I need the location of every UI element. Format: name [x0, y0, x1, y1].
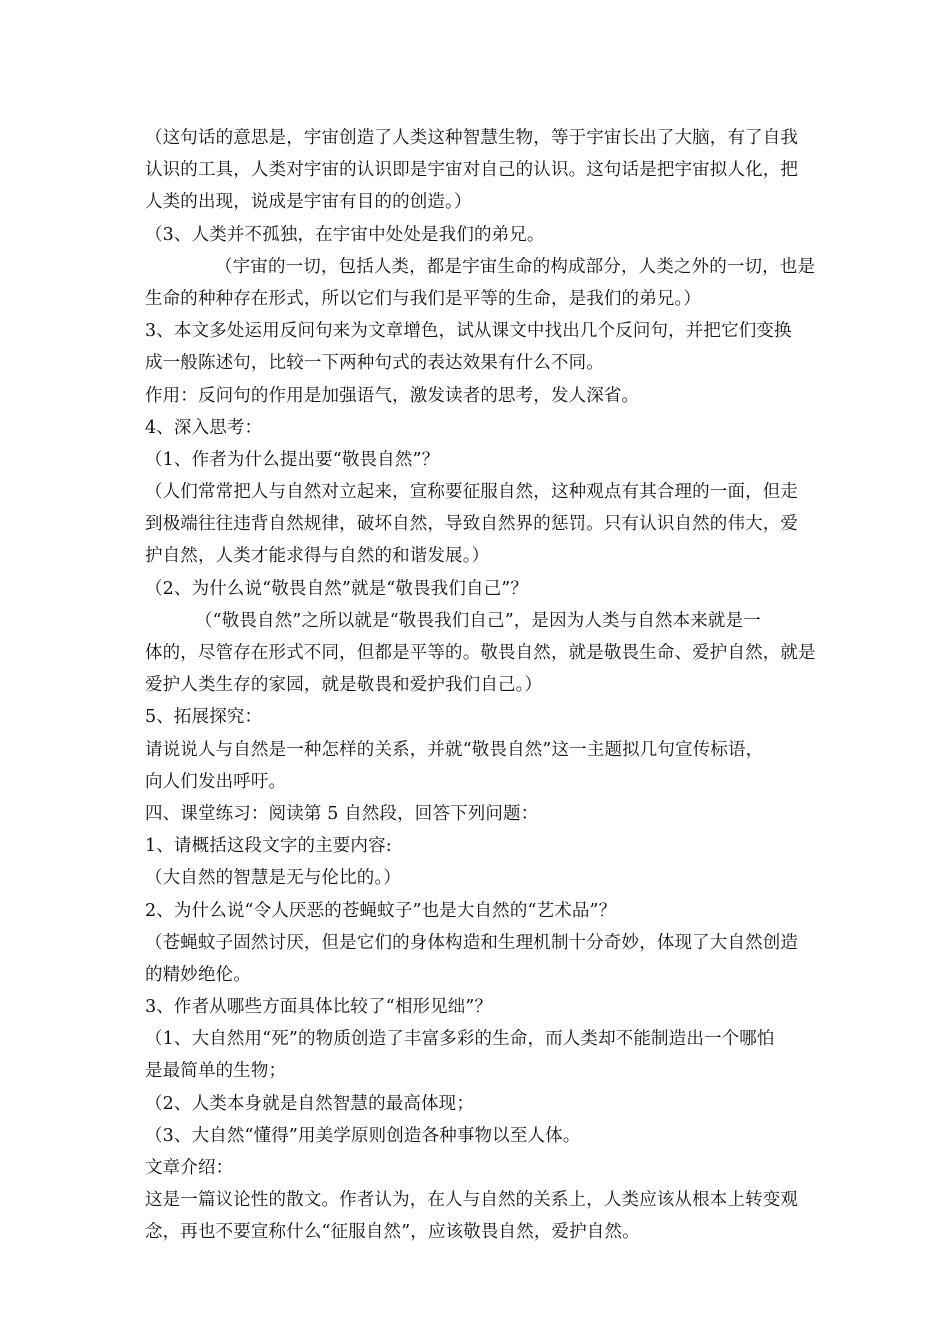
text-line: 念，再也不要宣称什么“征服自然”，应该敬畏自然，爱护自然。 — [145, 1222, 640, 1243]
text-line: 是最简单的生物； — [145, 1061, 287, 1082]
text-line: 人类的出现，说成是宇宙有目的的创造。） — [145, 192, 472, 213]
text-line: 1、请概括这段文字的主要内容: — [145, 836, 392, 857]
text-line: 向人们发出呼吁。 — [145, 771, 287, 792]
text-line: 成一般陈述句，比较一下两种句式的表达效果有什么不同。 — [145, 353, 604, 374]
text-line: 3、作者从哪些方面具体比较了“相形见绌”？ — [145, 997, 493, 1018]
text-line: （3、人类并不孤独，在宇宙中处处是我们的弟兄。 — [145, 224, 545, 245]
text-line: 的精妙绝伦。 — [145, 964, 251, 985]
text-line: （3、大自然“懂得”用美学原则创造各种事物以至人体。 — [145, 1125, 581, 1146]
text-line: （1、作者为什么提出要“敬畏自然”？ — [145, 449, 440, 470]
text-line: 护自然，人类才能求得与自然的和谐发展。） — [145, 546, 490, 567]
text-line: 到极端往往违背自然规律，破坏自然，导致自然界的惩罚。只有认识自然的伟大，爱 — [145, 514, 799, 535]
document-body — [145, 122, 815, 1249]
text-line: （宇宙的一切，包括人类，都是宇宙生命的构成部分，人类之外的一切，也是 — [215, 256, 816, 277]
text-line: （大自然的智慧是无与伦比的。） — [145, 868, 401, 889]
text-line: （人们常常把人与自然对立起来，宣称要征服自然，这种观点有其合理的一面，但走 — [145, 482, 799, 503]
text-line: 作用：反问句的作用是加强语气，激发读者的思考，发人深省。 — [145, 385, 640, 406]
text-line: 生命的种种存在形式，所以它们与我们是平等的生命，是我们的弟兄。） — [145, 288, 702, 309]
text-line: （苍蝇蚊子固然讨厌，但是它们的身体构造和生理机制十分奇妙，体现了大自然创造 — [145, 932, 799, 953]
text-line: 认识的工具，人类对宇宙的认识即是宇宙对自己的认识。这句话是把宇宙拟人化，把 — [145, 160, 799, 181]
text-line: 5、拓展探究： — [145, 707, 263, 728]
text-line: （2、人类本身就是自然智慧的最高体现； — [145, 1093, 474, 1114]
text-line: 爱护人类生存的家园，就是敬畏和爱护我们自己。） — [145, 675, 543, 696]
text-line: 2、为什么说“令人厌恶的苍蝇蚊子”也是大自然的“艺术品”？ — [145, 900, 617, 921]
text-line: 体的，尽管存在形式不同，但都是平等的。敬畏自然，就是敬畏生命、爱护自然，就是 — [145, 643, 816, 663]
text-line: （1、大自然用“死”的物质创造了丰富多彩的生命，而人类却不能制造出一个哪怕 — [145, 1029, 775, 1050]
text-line: （这句话的意思是，宇宙创造了人类这种智慧生物，等于宇宙长出了大脑，有了自我 — [145, 128, 799, 148]
text-line: 4、深入思考： — [145, 417, 263, 438]
text-line: 文章介绍： — [145, 1158, 234, 1178]
text-line: （2、为什么说“敬畏自然”就是“敬畏我们自己”？ — [145, 578, 529, 599]
text-line: （“敬畏自然”之所以就是“敬畏我们自己”，是因为人类与自然本来就是一 — [195, 610, 761, 631]
text-line: 四、课堂练习：阅读第 5 自然段，回答下列问题： — [145, 803, 539, 824]
text-line: 这是一篇议论性的散文。作者认为，在人与自然的关系上，人类应该从根本上转变观 — [145, 1190, 799, 1211]
text-line: 3、本文多处运用反问句来为文章增色，试从课文中找出几个反问句，并把它们变换 — [145, 321, 792, 342]
text-line: 请说说人与自然是一种怎样的关系，并就“敬畏自然”这一主题拟几句宣传标语， — [145, 739, 764, 760]
